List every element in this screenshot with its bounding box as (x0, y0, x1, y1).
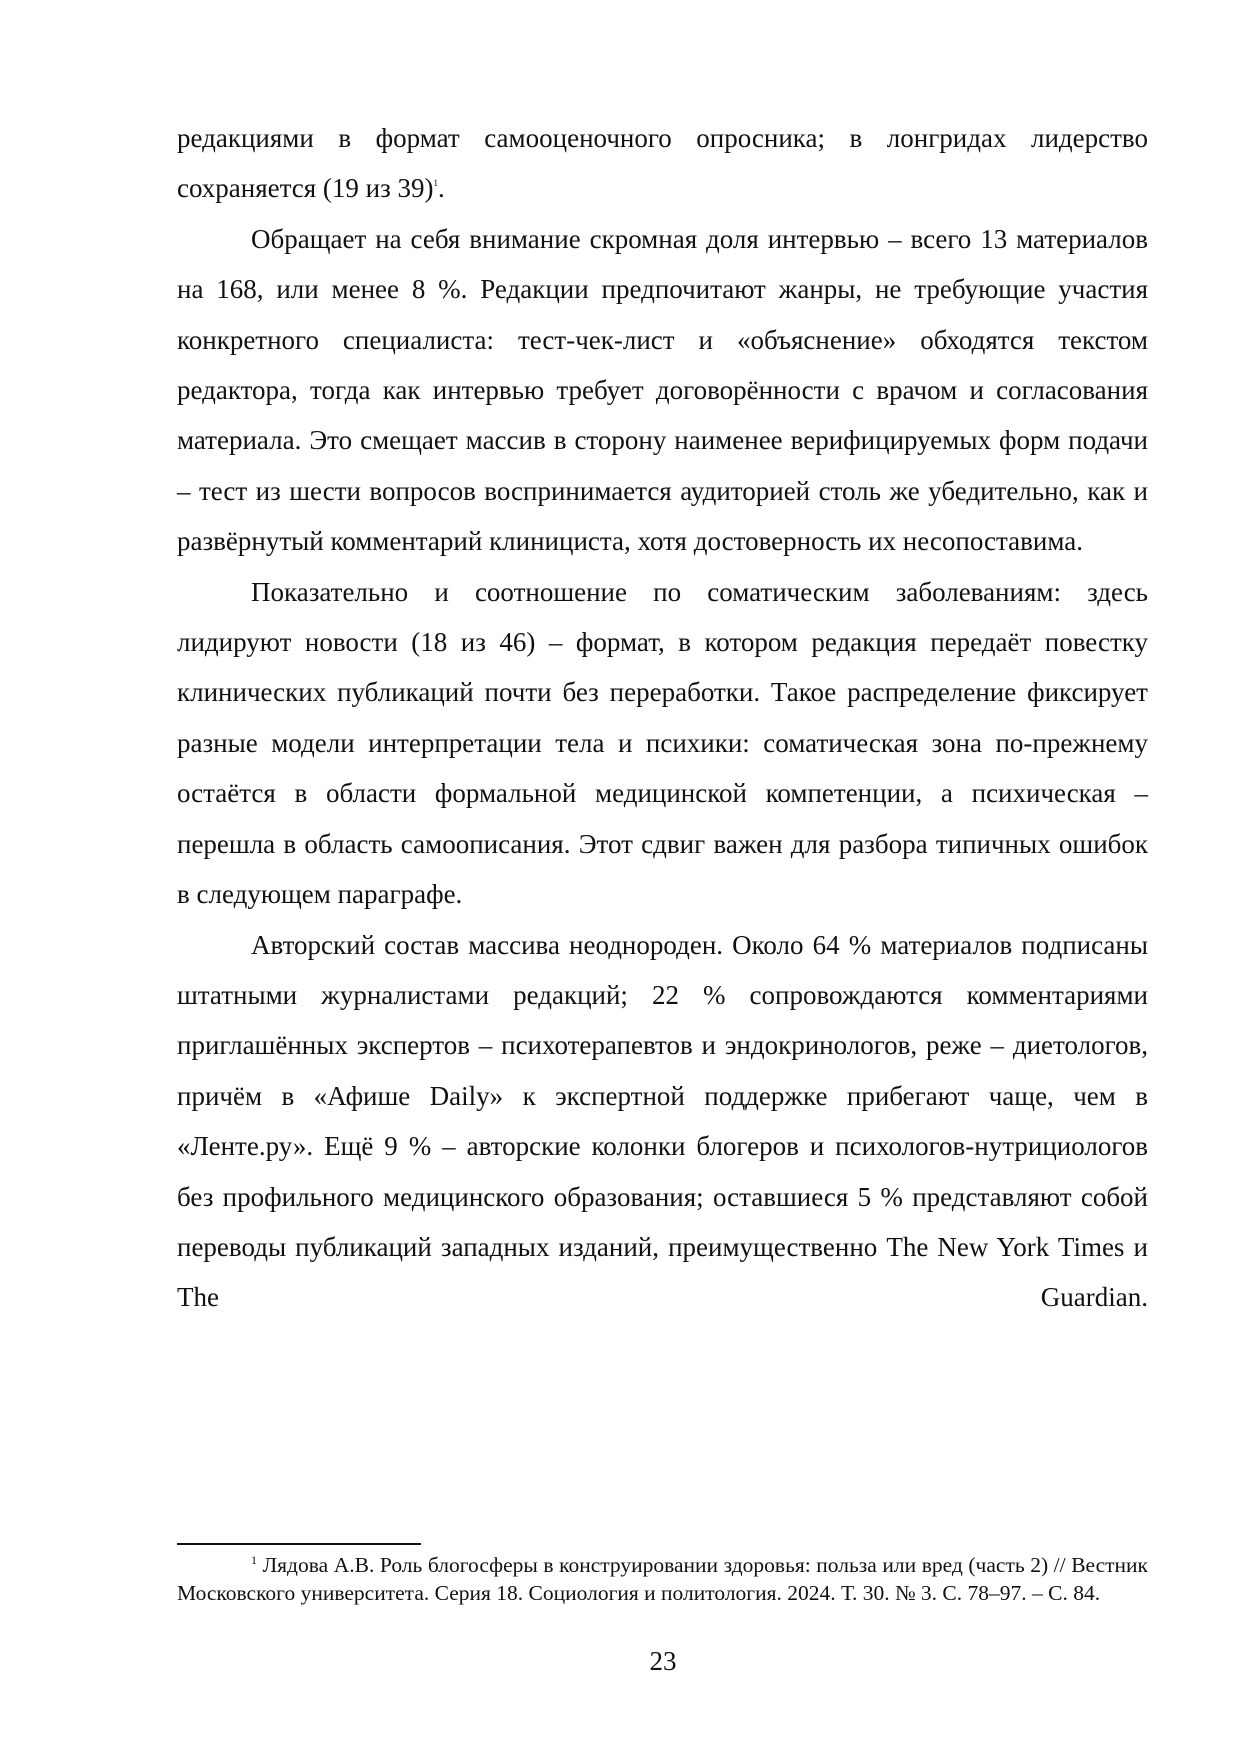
body-text (177, 113, 1148, 1323)
paragraph-continued (177, 113, 1148, 214)
paragraph: Обращает на себя внимание скромная доля интервью – всего 13 материалов на 168, или менее 8 %. Редакции предпочитают жанры, не требующие участия конкретного специалиста: тест-чек-лист и «объяснение» обходятся текстом редактора, тогда как интервью требует договорённости с врачом и согласования материала. Это смещает массив в сторону наименее верифицируемых форм подачи – тест из шести вопросов воспринимается аудиторией столь же убедительно, как и развёрнутый комментарий клинициста, хотя достоверность их несопоставима. (177, 223, 1148, 557)
paragraph-text: редакциями в формат самооценочного опросника; в лонгридах лидерство сохраняется (19 из 39) (177, 123, 1148, 204)
page-number: 23 (649, 1646, 677, 1676)
paragraph: Авторский состав массива неоднороден. Около 64 % материалов подписаны штатными журналистами редакций; 22 % сопровождаются комментариями приглашённых экспертов – психотерапевтов и эндокринологов, реже – диетологов, причём в «Афише Daily» к экспертной поддержке прибегают чаще, чем в «Ленте.ру». Ещё 9 % – авторские колонки блогеров и психологов-нутрициологов без профильного медицинского образования; оставшиеся 5 % представляют собой переводы публикаций западных изданий, преимущественно The New York Times и The Guardian. (177, 929, 1148, 1313)
footnote-reference[interactable]: 1 (433, 178, 439, 189)
footnote-text: Лядова А.В. Роль блогосферы в конструировании здоровья: польза или вред (часть 2) // Вестник Московского университета. Серия 18. Социология и политология. 2024. Т. 30. № 3. С. 78–97. – С. 84. (177, 1553, 1149, 1605)
footnote-separator (177, 1543, 421, 1545)
paragraph-punctuation: . (438, 173, 445, 204)
footnote (177, 1552, 1148, 1607)
paragraph: Показательно и соотношение по соматическим заболеваниям: здесь лидируют новости (18 из 46) – формат, в котором редакция передаёт повестку клинических публикаций почти без переработки. Такое распределение фиксирует разные модели интерпретации тела и психики: соматическая зона по-прежнему остаётся в области формальной медицинской компетенции, а психическая – перешла в область самоописания. Этот сдвиг важен для разбора типичных ошибок в следующем параграфе. (177, 576, 1148, 910)
footnote-marker: 1 (251, 1553, 257, 1567)
